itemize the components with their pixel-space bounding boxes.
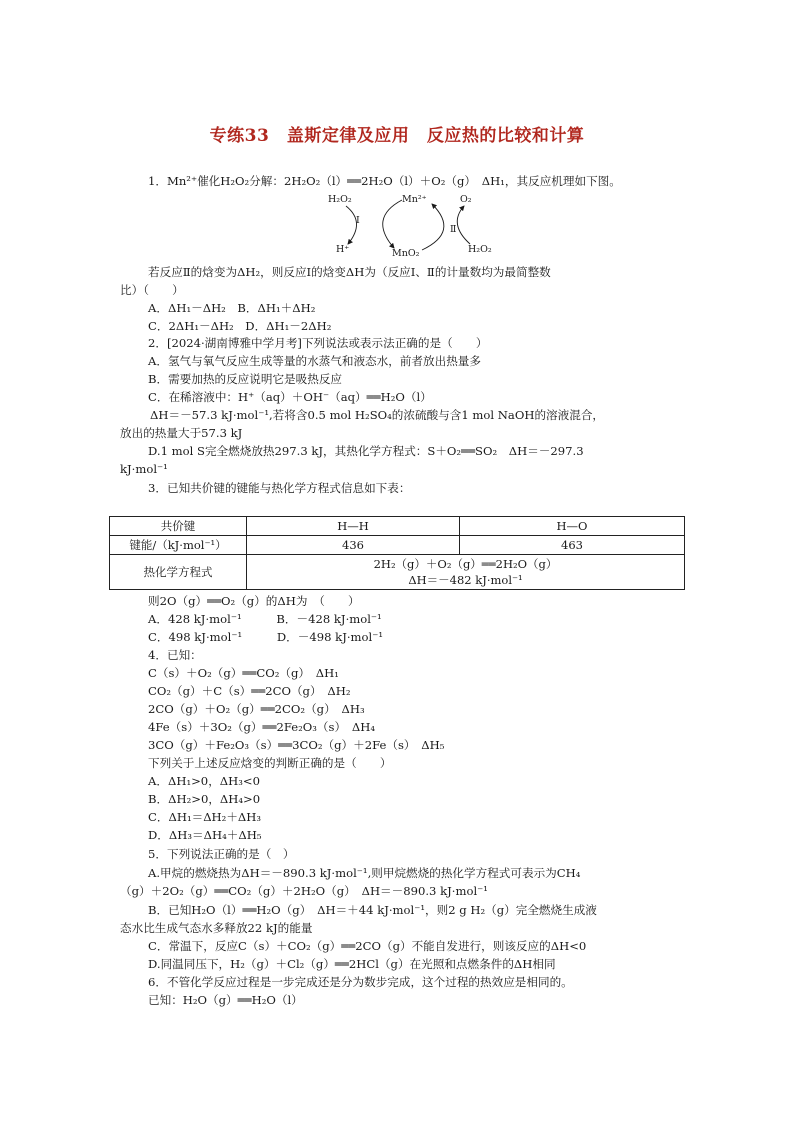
mech-h2o2-left: H₂O₂	[328, 194, 352, 205]
q4-option-c: C．ΔH₁＝ΔH₂＋ΔH₃	[148, 810, 262, 824]
q4-option-b: B．ΔH₂>0，ΔH₄>0	[148, 792, 261, 806]
q4-equation-5: 3CO（g）＋Fe₂O₃（s）══3CO₂（g）＋2Fe（s） ΔH₅	[148, 738, 445, 752]
q2-option-d-cont: kJ·mol⁻¹	[120, 462, 168, 476]
q5-stem: 5．下列说法正确的是（ ）	[148, 847, 295, 861]
q2-option-c-cont2: 放出的热量大于57.3 kJ	[120, 426, 243, 440]
mech-arrow-left	[346, 206, 357, 244]
mech-o2: O₂	[460, 194, 472, 205]
q2-option-c: C．在稀溶液中：H⁺（aq）＋OH⁻（aq）══H₂O（l）	[148, 390, 432, 404]
q5-option-a-cont: （g）＋2O₂（g）══CO₂（g）＋2H₂O（g） ΔH＝－890.3 kJ·mol⁻¹	[120, 884, 488, 898]
q4-equation-1: C（s）＋O₂（g）══CO₂（g） ΔH₁	[148, 666, 339, 680]
q2-stem: 2．[2024·湖南博雅中学月考]下列说法或表示法正确的是（ ）	[148, 336, 488, 350]
q2-option-b: B．需要加热的反应说明它是吸热反应	[148, 372, 343, 386]
table-cell: 热化学方程式	[110, 555, 247, 590]
q4-option-d: D．ΔH₃＝ΔH₄＋ΔH₅	[148, 828, 262, 842]
q1-option-ab: A．ΔH₁－ΔH₂ B．ΔH₁＋ΔH₂	[148, 301, 316, 315]
mech-step-2: Ⅱ	[450, 224, 457, 235]
q3-stem: 3．已知共价键的键能与热化学方程式信息如下表：	[148, 481, 411, 495]
q3-question: 则2O（g）══O₂（g）的ΔH为 （ ）	[148, 594, 360, 608]
table-cell: H—H	[247, 517, 460, 536]
q4-equation-3: 2CO（g）＋O₂（g）══2CO₂（g） ΔH₃	[148, 702, 365, 716]
q4-equation-2: CO₂（g）＋C（s）══2CO（g） ΔH₂	[148, 684, 351, 698]
q4-option-a: A．ΔH₁>0，ΔH₃<0	[148, 774, 261, 788]
q5-option-c: C．常温下，反应C（s）＋CO₂（g）══2CO（g）不能自发进行，则该反应的ΔH<0	[148, 939, 587, 953]
q4-stem: 4．已知：	[148, 648, 202, 662]
q5-option-a: A.甲烷的燃烧热为ΔH＝－890.3 kJ·mol⁻¹,则甲烷燃烧的热化学方程式可表示为CH₄	[148, 866, 581, 880]
q1-option-cd: C．2ΔH₁－ΔH₂ D．ΔH₁－2ΔH₂	[148, 319, 332, 333]
mech-h2o2-right: H₂O₂	[468, 244, 492, 255]
table-row	[110, 517, 685, 536]
q2-option-c-cont: ΔH＝－57.3 kJ·mol⁻¹,若将含0.5 mol H₂SO₄的浓硫酸与含1 mol NaOH的溶液混合，	[150, 408, 605, 422]
table-row	[110, 555, 685, 590]
page-title: 专练33 盖斯定律及应用 反应热的比较和计算	[209, 126, 585, 146]
q3-option-cd: C．498 kJ·mol⁻¹ D．－498 kJ·mol⁻¹	[148, 630, 383, 644]
table-cell: 463	[460, 536, 685, 555]
q4-question: 下列关于上述反应焓变的判断正确的是（ ）	[148, 756, 392, 770]
q2-option-a: A．氢气与氧气反应生成等量的水蒸气和液态水，前者放出热量多	[148, 354, 481, 368]
mech-mno2: MnO₂	[392, 248, 420, 259]
table-equation-line1: 2H₂（g）＋O₂（g）══2H₂O（g）	[373, 557, 558, 571]
q1-stem: 1．Mn²⁺催化H₂O₂分解：2H₂O₂（l）══2H₂O（l）＋O₂（g） ΔH₁，其反应机理如下图。	[148, 174, 621, 188]
mech-mn2plus: Mn²⁺	[402, 194, 427, 205]
q5-option-b-cont: 态水比生成气态水多释放22 kJ的能量	[120, 921, 313, 935]
table-cell: H—O	[460, 517, 685, 536]
table-row	[110, 536, 685, 555]
bond-energy-table	[109, 516, 685, 590]
table-cell: 436	[247, 536, 460, 555]
q6-given: 已知：H₂O（g）══H₂O（l）	[148, 993, 303, 1007]
q1-text-cont: 比）（ ）	[120, 283, 184, 297]
table-cell: 共价键	[110, 517, 247, 536]
q4-equation-4: 4Fe（s）＋3O₂（g）══2Fe₂O₃（s） ΔH₄	[148, 720, 375, 734]
table-cell-equation	[247, 555, 685, 590]
reaction-mechanism-diagram	[320, 190, 510, 262]
mech-arrow-center	[383, 200, 402, 248]
q1-text: 若反应Ⅱ的焓变为ΔH₂，则反应Ⅰ的焓变ΔH为（反应Ⅰ、Ⅱ的计量数均为最简整数	[148, 265, 551, 279]
q5-option-b: B．已知H₂O（l）══H₂O（g） ΔH＝＋44 kJ·mol⁻¹，则2 g H₂（g）完全燃烧生成液	[148, 903, 597, 917]
mech-arrow-o2	[457, 206, 470, 244]
mech-hplus: H⁺	[336, 244, 350, 255]
mech-step-1: Ⅰ	[356, 215, 360, 226]
table-cell: 键能/（kJ·mol⁻¹）	[110, 536, 247, 555]
q2-option-d: D.1 mol S完全燃烧放热297.3 kJ，其热化学方程式：S＋O₂══SO₂ ΔH＝－297.3	[148, 444, 584, 458]
q5-option-d: D.同温同压下，H₂（g）＋Cl₂（g）══2HCl（g）在光照和点燃条件的ΔH相同	[148, 957, 556, 971]
mech-arrow-right-up	[422, 204, 444, 250]
table-equation-line2: ΔH＝－482 kJ·mol⁻¹	[408, 573, 523, 587]
q3-option-ab: A．428 kJ·mol⁻¹ B．－428 kJ·mol⁻¹	[148, 612, 382, 626]
q6-stem: 6．不管化学反应过程是一步完成还是分为数步完成，这个过程的热效应是相同的。	[148, 975, 573, 989]
